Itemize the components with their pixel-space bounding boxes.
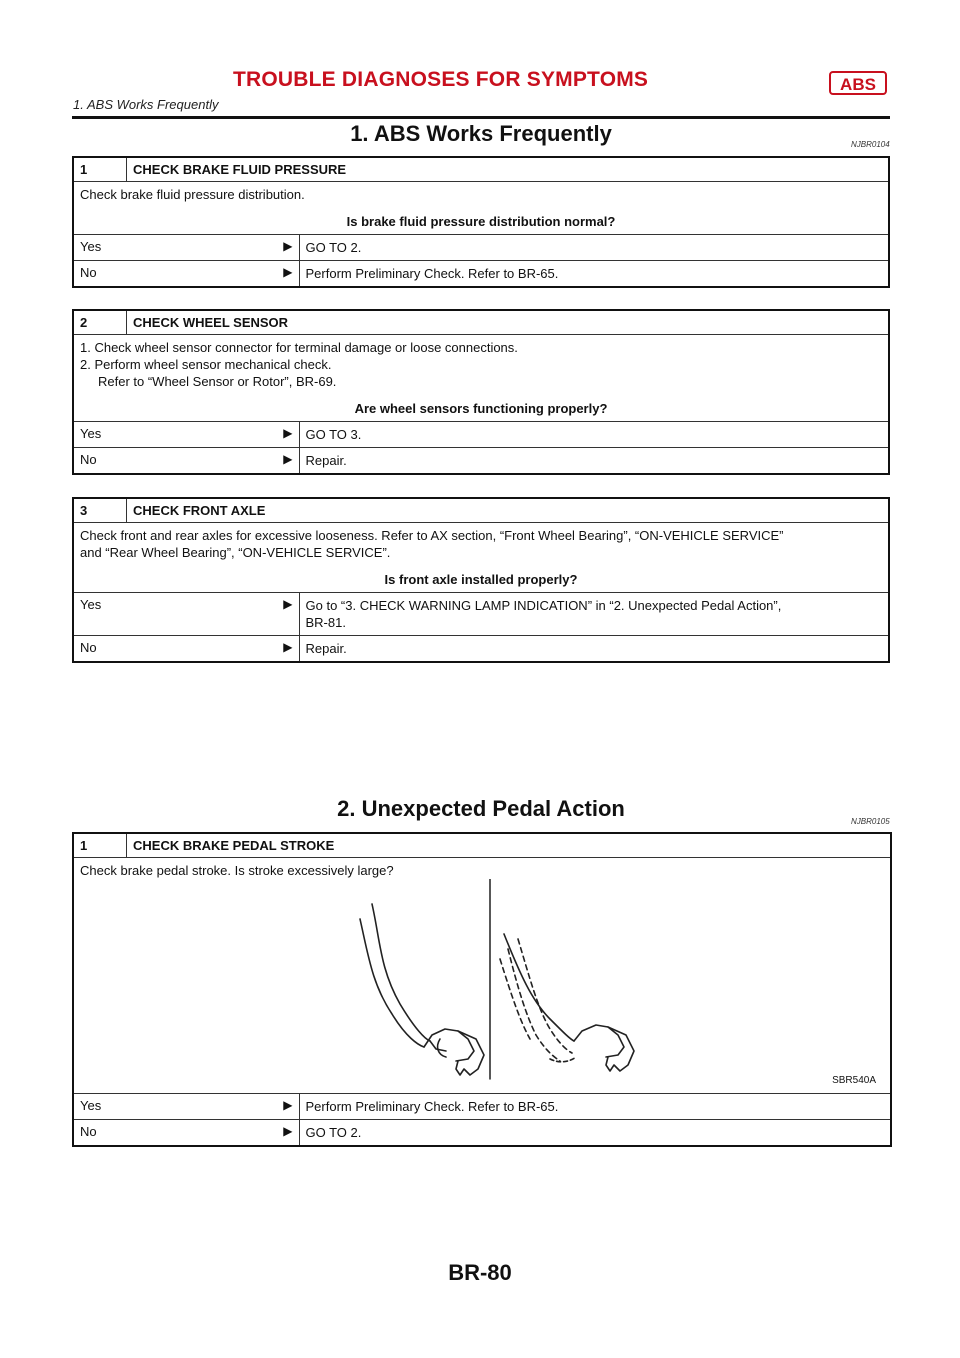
step-table-2 xyxy=(72,309,890,475)
pedal-figure xyxy=(80,879,884,1089)
step-heading: CHECK BRAKE PEDAL STROKE xyxy=(127,833,892,858)
result-yes: GO TO 3. xyxy=(299,422,889,448)
header-subtitle: 1. ABS Works Frequently xyxy=(73,97,219,112)
step-body-line: Check brake pedal stroke. Is stroke excessively large? xyxy=(80,863,394,878)
arrow-right-icon: ▶ xyxy=(127,593,300,636)
section1-title-text: 1. ABS Works Frequently xyxy=(350,121,612,146)
arrow-right-icon: ▶ xyxy=(127,448,300,475)
result-line: Go to “3. CHECK WARNING LAMP INDICATION” in “2. Unexpected Pedal Action”, xyxy=(305,598,782,613)
step-body xyxy=(73,858,891,1094)
result-no: Repair. xyxy=(299,448,889,475)
abs-badge: ABS xyxy=(829,71,887,95)
step-question: Are wheel sensors functioning properly? xyxy=(354,401,608,416)
answer-no: No xyxy=(73,448,127,475)
step-body xyxy=(73,523,889,593)
section1-title xyxy=(72,121,890,147)
step-body-line: 2. Perform wheel sensor mechanical check. xyxy=(80,357,332,372)
step-body-line: and “Rear Wheel Bearing”, “ON-VEHICLE SERVICE”. xyxy=(80,545,391,560)
step-question: Is brake fluid pressure distribution normal? xyxy=(346,214,616,229)
result-no: Perform Preliminary Check. Refer to BR-65. xyxy=(299,261,889,288)
step-number: 2 xyxy=(73,310,127,335)
arrow-right-icon: ▶ xyxy=(127,235,300,261)
step-number: 1 xyxy=(73,157,127,182)
step-heading: CHECK BRAKE FLUID PRESSURE xyxy=(127,157,890,182)
answer-yes: Yes xyxy=(73,422,127,448)
arrow-right-icon: ▶ xyxy=(127,261,300,288)
answer-yes: Yes xyxy=(73,593,127,636)
page-number: BR-80 xyxy=(448,1260,512,1285)
section2-title xyxy=(72,796,890,822)
step-table-pedal xyxy=(72,832,892,1147)
step-body-line: Check front and rear axles for excessive looseness. Refer to AX section, “Front Wheel Bearing”, “ON-VEHICLE SERVICE” xyxy=(80,528,784,543)
result-yes: GO TO 2. xyxy=(299,235,889,261)
step-heading: CHECK WHEEL SENSOR xyxy=(127,310,890,335)
answer-no: No xyxy=(73,1120,127,1147)
brake-pedal-illustration xyxy=(80,879,884,1089)
step-body-line: Check brake fluid pressure distribution. xyxy=(80,187,305,202)
section2-title-text: 2. Unexpected Pedal Action xyxy=(337,796,625,821)
figure-code: SBR540A xyxy=(832,1075,876,1086)
step-table-1 xyxy=(72,156,890,288)
arrow-right-icon: ▶ xyxy=(127,1094,300,1120)
step-number: 1 xyxy=(73,833,127,858)
arrow-right-icon: ▶ xyxy=(127,636,300,663)
answer-no: No xyxy=(73,636,127,663)
step-question: Is front axle installed properly? xyxy=(384,572,578,587)
header-rule xyxy=(72,116,890,119)
arrow-right-icon: ▶ xyxy=(127,1120,300,1147)
step-body-line: 1. Check wheel sensor connector for terminal damage or loose connections. xyxy=(80,340,518,355)
answer-yes: Yes xyxy=(73,1094,127,1120)
answer-no: No xyxy=(73,261,127,288)
result-yes xyxy=(299,593,889,636)
result-no: GO TO 2. xyxy=(299,1120,891,1147)
arrow-right-icon: ▶ xyxy=(127,422,300,448)
result-yes: Perform Preliminary Check. Refer to BR-65. xyxy=(299,1094,891,1120)
step-heading: CHECK FRONT AXLE xyxy=(127,498,890,523)
section2-code: NJBR0105 xyxy=(851,817,890,826)
header-title: TROUBLE DIAGNOSES FOR SYMPTOMS xyxy=(233,68,649,91)
step-number: 3 xyxy=(73,498,127,523)
result-no: Repair. xyxy=(299,636,889,663)
result-line: BR-81. xyxy=(305,615,346,630)
step-body-line: Refer to “Wheel Sensor or Rotor”, BR-69. xyxy=(98,374,337,389)
step-body xyxy=(73,335,889,422)
section1-code: NJBR0104 xyxy=(851,140,890,149)
step-body xyxy=(73,182,889,235)
answer-yes: Yes xyxy=(73,235,127,261)
step-table-3 xyxy=(72,497,890,663)
